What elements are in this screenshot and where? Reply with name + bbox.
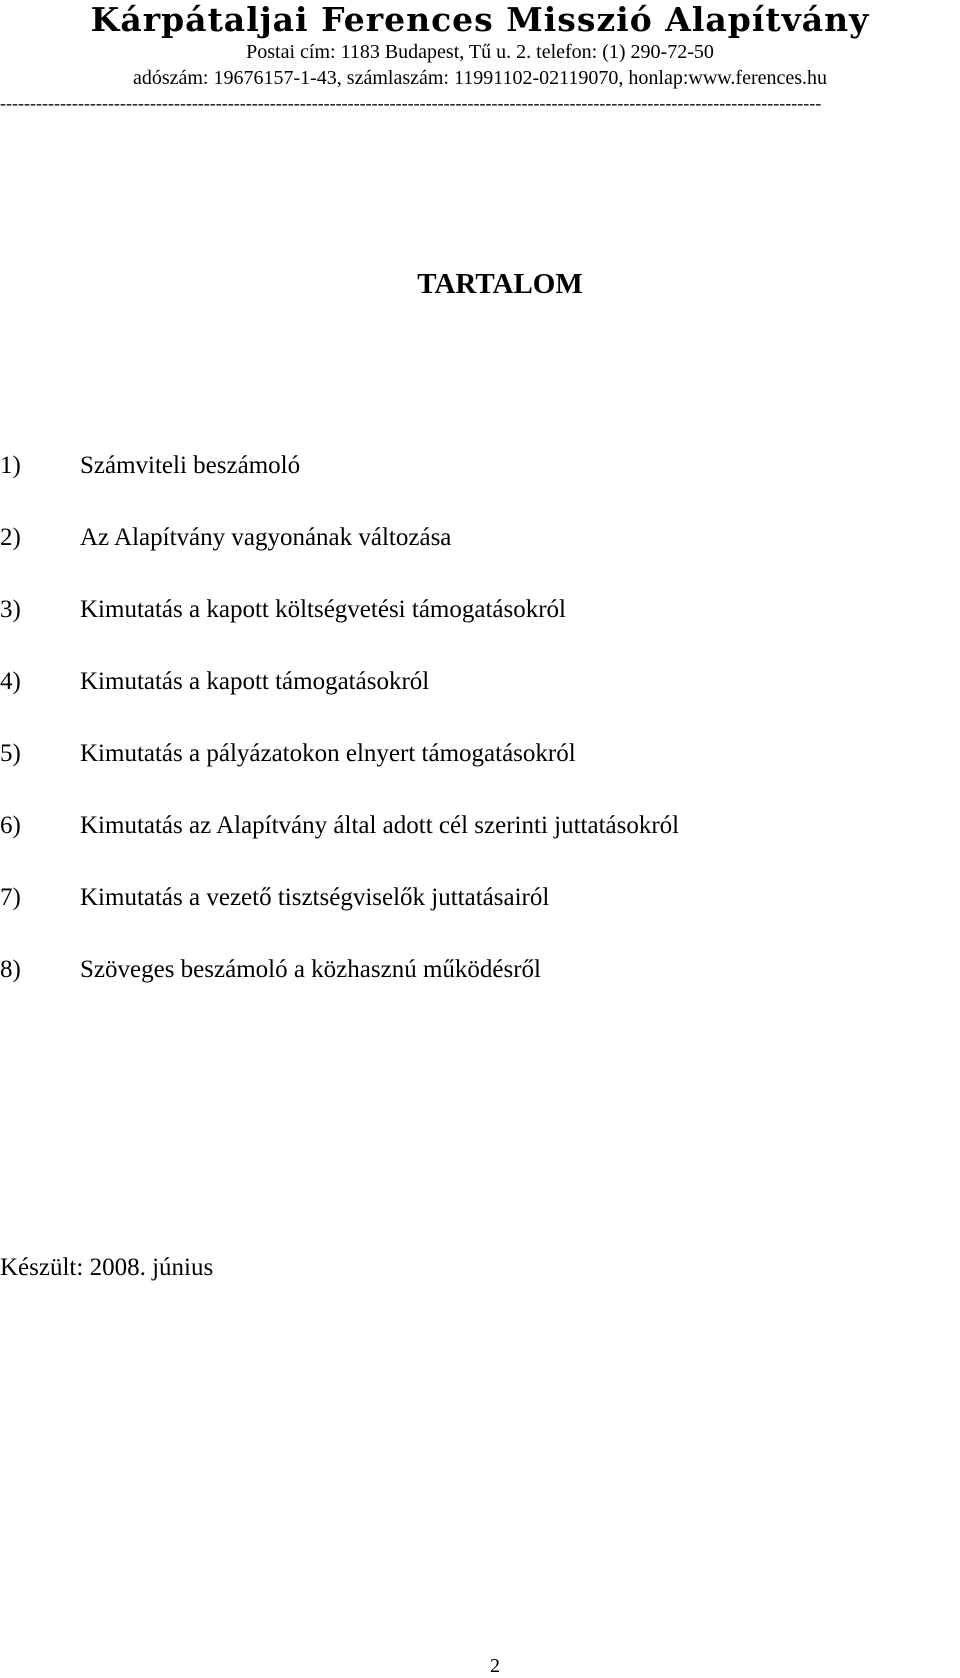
toc-item-number: 2)	[0, 524, 21, 551]
postal-address-line: Postai cím: 1183 Budapest, Tű u. 2. telefon: (1) 290-72-50	[246, 41, 714, 63]
toc-item-number: 6)	[0, 812, 21, 839]
toc-item-text: Az Alapítvány vagyonának változása	[80, 524, 452, 551]
toc-item-text: Számviteli beszámoló	[80, 452, 301, 479]
organization-name: Kárpátaljai Ferences Misszió Alapítvány	[90, 0, 870, 39]
toc-item-number: 5)	[0, 740, 21, 767]
tax-account-website-line: adószám: 19676157-1-43, számlaszám: 11991102-02119070, honlap:www.ferences.hu	[132, 67, 828, 89]
table-of-contents-title: TARTALOM	[417, 268, 583, 300]
toc-item-number: 3)	[0, 596, 21, 623]
toc-item-text: Szöveges beszámoló a közhasznú működésről	[80, 956, 541, 983]
toc-item-text: Kimutatás a pályázatokon elnyert támogatásokról	[80, 740, 576, 767]
toc-item-text: Kimutatás az Alapítvány által adott cél szerinti juttatásokról	[80, 812, 680, 839]
toc-item-text: Kimutatás a kapott költségvetési támogatásokról	[80, 596, 566, 623]
page-number: 2	[490, 1655, 500, 1677]
toc-item-number: 1)	[0, 452, 21, 479]
toc-item-number: 7)	[0, 884, 21, 911]
toc-item-text: Kimutatás a vezető tisztségviselők juttatásairól	[80, 884, 550, 911]
dashed-divider: -----------------------------------------------------------------------------------------------------------------------------------------	[0, 93, 822, 113]
toc-item-text: Kimutatás a kapott támogatásokról	[80, 668, 430, 695]
toc-item-number: 4)	[0, 668, 21, 695]
toc-item-number: 8)	[0, 956, 21, 983]
prepared-date: Készült: 2008. június	[0, 1254, 214, 1281]
